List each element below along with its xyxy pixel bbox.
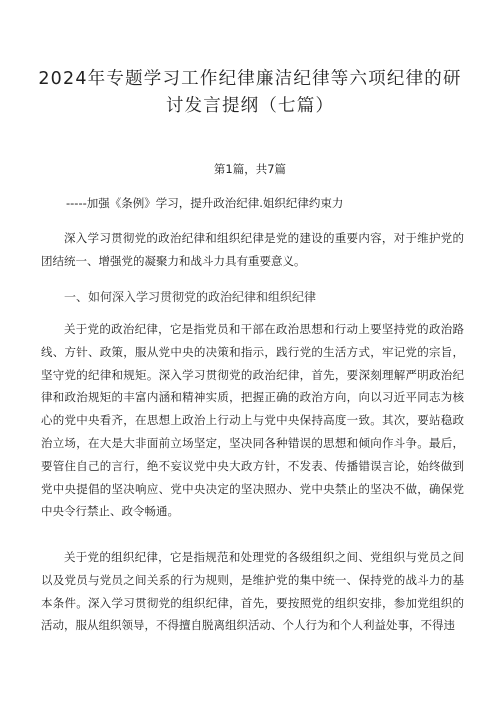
section-heading: 一、如何深入学习贯彻党的政治纪律和组织纪律 [64,290,317,304]
document-subtitle: -----加强《条例》学习，提升政治纪律.姐织纪律约束力 [66,196,344,210]
organizational-discipline-paragraph: 关于党的组织纪律，它是指规范和处理党的各级组织之间、党组织与党员之间以及党员与党员之间关系的行为规则，是维护党的集中统一、保持党的战斗力的基本条件。深入学习贯彻党的组织纪律，首先，要按照党的组织安排，参加党组织的活动，服从组织领导，不得擅自脱离组织活动、个人行为和个人利益处事，不得违 [41,550,464,633]
part-label: 第1篇，共7篇 [213,162,287,176]
intro-paragraph: 深入学习贯彻党的政治纪律和组织纪律是党的建设的重要内容，对于维护党的团结统一、增强党的凝聚力和战斗力具有重要意义。 [41,231,464,268]
political-discipline-paragraph: 关于党的政治纪律，它是指党员和干部在政治思想和行动上要坚持党的政治路线、方针、政策，服从党中央的决策和指示，践行党的生活方式，牢记党的宗旨，坚守党的纪律和规矩。深入学习贯彻党的政治纪律，首先，要深刻理解严明政治纪律和政治规矩的丰富内涵和精神实质，把握正确的政治方向，向以习近平同志为核心的党中央看齐，在思想上政治上行动上与党中央保持高度一致。其次，要站稳政治立场，在大是大非面前立场坚定，坚决同各种错误的思想和倾向作斗争。最后，要管住自己的言行，绝不妄议党中央大政方针，不发表、传播错误言论，始终做到党中央提倡的坚决响应、党中央决定的坚决照办、党中央禁止的坚决不做，确保党中央令行禁止、政令畅通。 [41,322,464,519]
document-title: 2024年专题学习工作纪律廉洁纪律等六项纪律的研讨发言提纲（七篇） [38,69,462,116]
